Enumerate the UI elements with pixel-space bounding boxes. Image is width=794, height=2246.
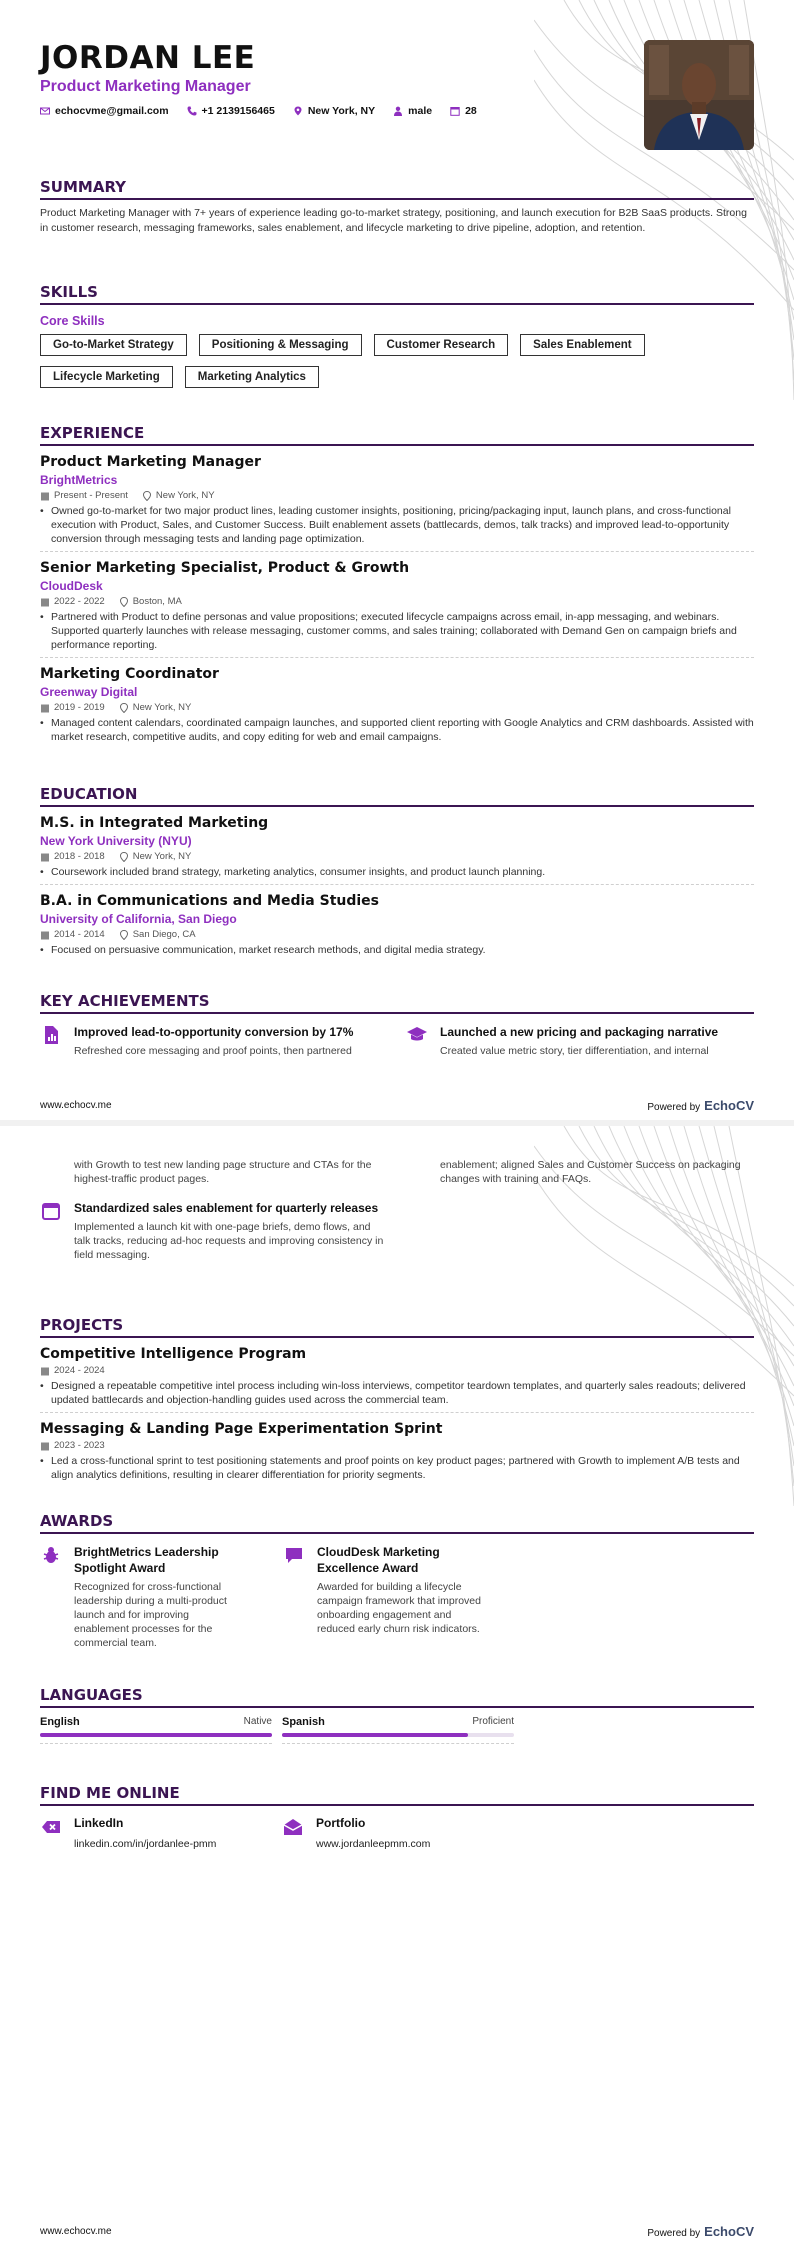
linkedin-link[interactable]: linkedin.com/in/jordanlee-pmm [74,1838,217,1850]
achievement-desc: enablement; aligned Sales and Customer Success on packaging changes with training and FAQs. [440,1159,741,1185]
profile-photo-image [644,40,754,150]
job-location: New York, NY [132,702,192,713]
job-bullet: • Managed content calendars, coordinated campaign launches, and supported client reporting with Google Analytics and CRM dashboards. Assisted with market research, competitive audits, and copy editing for web and email campaigns. [40,716,754,744]
powered-by [647,1098,754,1113]
school-name: New York University (NYU) [40,834,192,848]
job-title: Product Marketing Manager [40,454,261,470]
education-location: San Diego, CA [132,929,196,940]
achievement-title: Improved lead-to-opportunity conversion by 17% [74,1025,354,1039]
entry-meta [40,851,754,862]
degree-title: B.A. in Communications and Media Studies [40,893,380,909]
achievements-section [40,992,754,1058]
language-bar [40,1733,272,1737]
language-name: English [40,1716,80,1728]
skills-heading: SKILLS [40,283,754,305]
job-title: Marketing Coordinator [40,666,219,682]
experience-heading: EXPERIENCE [40,424,754,446]
page-footer [40,1090,754,1120]
summary-heading: SUMMARY [40,178,754,200]
language-level: Proficient [472,1716,514,1727]
achievement-item [40,1024,388,1058]
education-bullet: • Coursework included brand strategy, marketing analytics, consumer insights, and product launch planning. [40,865,754,879]
achievements-grid [40,1024,754,1058]
award-desc: Recognized for cross-functional leadership during a multi-product launch and for improving enablement processes for the commercial team. [74,1581,227,1649]
contact-age [450,105,477,117]
language-item [40,1716,272,1744]
award-title: CloudDesk Marketing Excellence Award [317,1545,440,1575]
project-dates: 2023 - 2023 [54,1440,105,1451]
contact-email[interactable] [40,105,169,117]
phone-text: +1 2139156465 [201,105,275,117]
page-footer [40,2216,754,2246]
candidate-headline: Product Marketing Manager [40,78,251,95]
project-bullet: • Led a cross-functional sprint to test positioning statements and proof points on key product pages; partnered with Growth to implement A/B tests and align analytics definitions, resulting in clearer differentiation for priority segments. [40,1454,754,1482]
award-item [40,1544,245,1650]
education-location: New York, NY [132,851,192,862]
footer-site-link[interactable]: www.echocv.me [40,1099,112,1111]
calendar-icon [40,852,50,862]
company-name: CloudDesk [40,579,103,593]
language-level: Native [243,1716,272,1727]
achievement-item-continued [40,1158,388,1186]
education-heading: EDUCATION [40,785,754,807]
language-bar [282,1733,514,1737]
projects-heading: PROJECTS [40,1316,754,1338]
awards-grid [40,1544,754,1650]
achievements-heading: KEY ACHIEVEMENTS [40,992,754,1014]
project-title: Messaging & Landing Page Experimentation Sprint [40,1421,443,1437]
calendar-icon [40,1200,62,1222]
achievement-item [406,1024,754,1058]
school-name: University of California, San Diego [40,912,237,926]
online-label: Portfolio [316,1816,366,1830]
job-dates: 2022 - 2022 [54,596,105,607]
education-entry [40,893,754,962]
achievements-grid [40,1200,754,1262]
entry-meta [40,1440,754,1451]
education-bullet: • Focused on persuasive communication, market research methods, and digital media strategy. [40,943,754,957]
location-pin-icon [119,852,129,862]
location-pin-icon [119,703,129,713]
projects-section [40,1316,754,1487]
location-pin-icon [142,491,152,501]
email-text: echocvme@gmail.com [55,105,169,117]
calendar-icon [40,1441,50,1451]
calendar-icon [40,703,50,713]
location-pin-icon [119,597,129,607]
company-name: Greenway Digital [40,685,138,699]
graduation-cap-icon [406,1024,428,1046]
education-entry [40,815,754,885]
envelope-icon [40,106,50,116]
skill-chip: Positioning & Messaging [199,334,362,356]
tag-x-icon [40,1816,62,1838]
experience-entry [40,666,754,749]
achievements-continued [40,1158,754,1262]
awards-heading: AWARDS [40,1512,754,1534]
project-title: Competitive Intelligence Program [40,1346,307,1362]
phone-icon [187,106,197,116]
calendar-icon [40,597,50,607]
age-text: 28 [465,105,477,117]
experience-entry [40,560,754,658]
online-heading: FIND ME ONLINE [40,1784,754,1806]
entry-meta [40,490,754,501]
file-chart-icon [40,1024,62,1046]
achievement-title: Standardized sales enablement for quarterly releases [74,1201,379,1215]
project-entry [40,1346,754,1413]
skills-section [40,283,754,388]
education-dates: 2014 - 2014 [54,929,105,940]
brand-logo[interactable]: EchoCV [704,2223,754,2239]
online-section [40,1784,754,1850]
chat-bubble-icon [283,1544,305,1566]
profile-photo [644,40,754,150]
location-pin-icon [119,930,129,940]
experience-entry [40,454,754,552]
achievement-item [40,1200,388,1262]
job-dates: Present - Present [54,490,128,501]
company-name: BrightMetrics [40,473,118,487]
languages-grid [40,1716,754,1744]
powered-by-text: Powered by [647,2227,701,2239]
entry-meta [40,1365,754,1376]
resume-page-2 [0,1126,794,2246]
skill-chip: Customer Research [374,334,509,356]
calendar-icon [40,491,50,501]
envelope-open-icon [282,1816,304,1838]
gender-text: male [408,105,433,117]
calendar-icon [40,930,50,940]
languages-heading: LANGUAGES [40,1686,754,1708]
job-location: Boston, MA [132,596,182,607]
powered-by-text: Powered by [647,1101,701,1113]
skill-chips [40,334,700,388]
location-text: New York, NY [307,105,376,117]
online-item-linkedin[interactable] [40,1816,242,1850]
bug-icon [40,1544,62,1566]
summary-text: Product Marketing Manager with 7+ years of experience leading go-to-market strategy, positioning, and launch execution for B2B SaaS products. Strong in customer research, messaging frameworks, sales enablement, and lifecycle marketing to drive pipeline, adoption, and retention. [40,207,747,234]
footer-site-link[interactable]: www.echocv.me [40,2225,112,2237]
job-title: Senior Marketing Specialist, Product & Growth [40,560,410,576]
award-title: BrightMetrics Leadership Spotlight Award [74,1545,219,1575]
contact-location [293,105,375,117]
candidate-name: JORDAN LEE [40,40,256,76]
online-label: LinkedIn [74,1816,124,1830]
skill-chip: Sales Enablement [520,334,644,356]
language-item [282,1716,514,1744]
languages-section [40,1686,754,1744]
achievement-desc: Created value metric story, tier differentiation, and internal [440,1045,709,1057]
education-section [40,785,754,962]
calendar-icon [450,106,460,116]
online-item-portfolio[interactable] [282,1816,484,1850]
entry-meta [40,702,754,713]
achievement-desc: Refreshed core messaging and proof points, then partnered [74,1045,352,1057]
award-item [283,1544,488,1650]
contact-gender [393,105,432,117]
job-location: New York, NY [155,490,215,501]
resume-page-1 [0,0,794,1120]
person-icon [393,106,403,116]
award-desc: Awarded for building a lifecycle campaign framework that improved onboarding engagement and reduced early churn risk indicators. [317,1581,481,1635]
project-bullet: • Designed a repeatable competitive intel process including win-loss interviews, competitor teardown templates, and quarterly sales readouts; delivered updated battlecards and objection-handling guides used across the commercial team. [40,1379,754,1407]
achievements-grid [40,1158,754,1186]
job-bullet: • Partnered with Product to define personas and value propositions; executed lifecycle campaigns across email, in-app messaging, and webinars. Supported quarterly launches with release messaging, customer comms, and sales training; collaborated with Demand Gen on campaign briefs and performance reporting. [40,610,754,652]
achievement-desc: with Growth to test new landing page structure and CTAs for the highest-traffic product pages. [74,1159,372,1185]
project-dates: 2024 - 2024 [54,1365,105,1376]
contact-phone[interactable] [187,105,275,117]
summary-section [40,178,754,236]
calendar-icon [40,1366,50,1376]
language-name: Spanish [282,1716,325,1728]
skills-group-title: Core Skills [40,314,105,328]
job-dates: 2019 - 2019 [54,702,105,713]
degree-title: M.S. in Integrated Marketing [40,815,269,831]
education-dates: 2018 - 2018 [54,851,105,862]
online-grid [40,1816,754,1850]
entry-meta [40,929,754,940]
language-bar-fill [282,1733,468,1737]
awards-section [40,1512,754,1650]
experience-section [40,424,754,749]
skill-chip: Go-to-Market Strategy [40,334,187,356]
entry-meta [40,596,754,607]
location-pin-icon [293,106,303,116]
achievement-desc: Implemented a launch kit with one-page briefs, demo flows, and talk tracks, reducing ad-hoc requests and improving consistency in field messaging. [74,1221,384,1261]
powered-by [647,2224,754,2239]
brand-logo[interactable]: EchoCV [704,1097,754,1113]
achievement-title: Launched a new pricing and packaging narrative [440,1025,719,1039]
job-bullet: • Owned go-to-market for two major product lines, leading customer insights, positioning, pricing/packaging input, launch plans, and cross-functional execution with Product, Sales, and Customer Success. Built enablement assets (battlecards, demos, talk tracks) and improved lead-to-opportunity conversion through messaging tests and landing page optimization. [40,504,754,546]
skill-chip: Marketing Analytics [185,366,319,388]
language-bar-fill [40,1733,272,1737]
portfolio-link[interactable]: www.jordanleepmm.com [316,1838,431,1850]
skill-chip: Lifecycle Marketing [40,366,173,388]
project-entry [40,1421,754,1487]
achievement-item-continued [406,1158,754,1186]
